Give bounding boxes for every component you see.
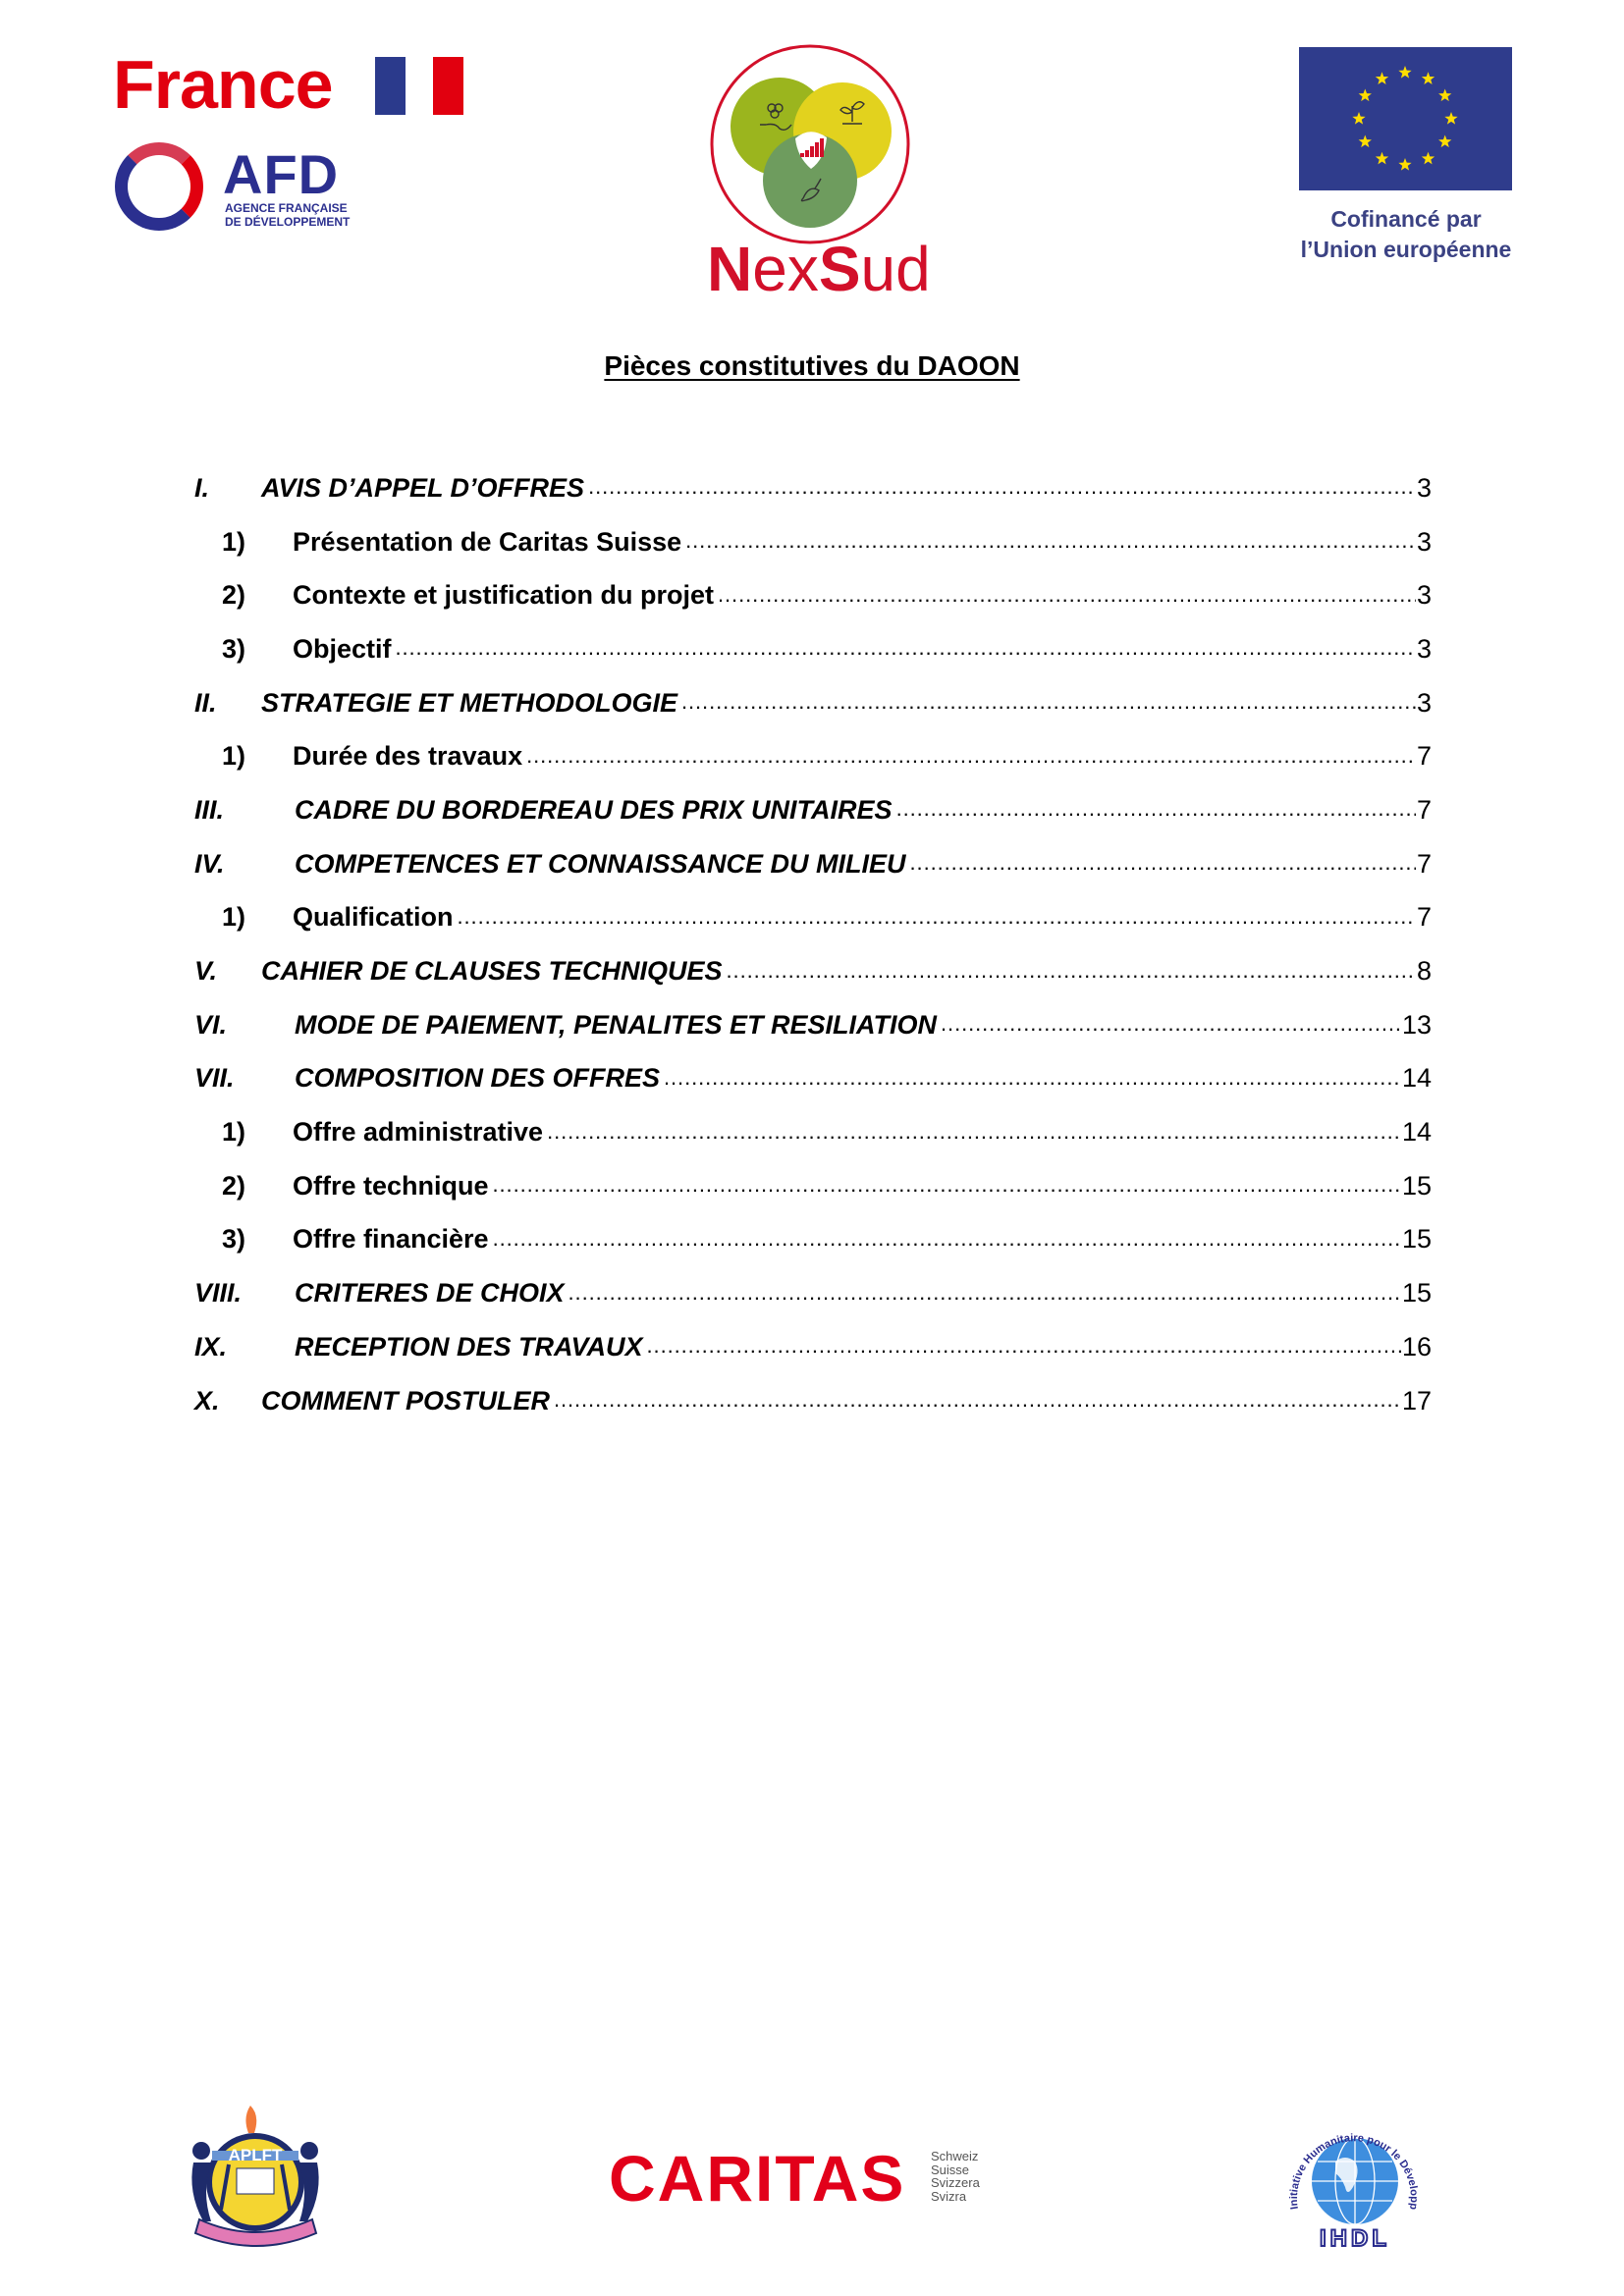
toc-entry[interactable] <box>194 998 1432 1052</box>
nexsud-ex: ex <box>752 234 819 304</box>
eu-star-icon <box>1398 158 1411 171</box>
toc-entry[interactable] <box>194 1105 1432 1159</box>
eu-cofinance-text <box>1267 204 1545 265</box>
nexsud-logo <box>693 43 939 303</box>
toc-entry-page-number[interactable]: 3 <box>1416 687 1432 718</box>
eu-star-icon <box>1444 112 1457 125</box>
eu-star-icon <box>1376 72 1388 84</box>
eu-star-icon <box>1352 112 1365 125</box>
afd-logo <box>113 140 368 246</box>
toc-dot-leader <box>526 742 1416 772</box>
toc-entry-page-number[interactable]: 7 <box>1416 741 1432 772</box>
toc-dot-leader <box>458 903 1416 933</box>
toc-dot-leader <box>493 1171 1402 1201</box>
toc-entry-label[interactable]: Présentation de Caritas Suisse <box>293 526 682 557</box>
nexsud-n: N <box>707 234 753 304</box>
toc-entry-number: VIII. <box>194 1278 243 1308</box>
toc-entry-label[interactable]: STRATEGIE ET METHODOLOGIE <box>261 687 678 718</box>
toc-dot-leader <box>685 527 1416 557</box>
toc-entry-label[interactable]: COMPETENCES ET CONNAISSANCE DU MILIEU <box>295 848 906 879</box>
toc-entry[interactable] <box>194 1320 1432 1374</box>
toc-entry[interactable] <box>194 1159 1432 1213</box>
toc-entry-label[interactable]: COMPOSITION DES OFFRES <box>295 1063 661 1094</box>
toc-entry-label[interactable]: CAHIER DE CLAUSES TECHNIQUES <box>261 956 723 987</box>
afd-acronym: AFD <box>223 143 340 205</box>
toc-entry-page-number[interactable]: 15 <box>1401 1278 1432 1308</box>
ihdl-logo <box>1276 2110 1434 2258</box>
toc-dot-leader <box>547 1118 1402 1148</box>
toc-dot-leader <box>568 1279 1402 1308</box>
toc-entry-number: II. <box>194 687 217 718</box>
document-title-text: Pièces constitutives du DAOON <box>604 350 1020 381</box>
toc-dot-leader <box>941 1010 1402 1040</box>
toc-entry-label[interactable]: Objectif <box>293 633 392 664</box>
toc-entry-label[interactable]: MODE DE PAIEMENT, PENALITES ET RESILIATION <box>295 1009 938 1040</box>
toc-dot-leader <box>493 1225 1402 1255</box>
caritas-lang-de: Schweiz <box>931 2149 979 2163</box>
toc-entry[interactable] <box>194 783 1432 837</box>
france-logo <box>113 46 476 123</box>
ihdl-acronym: IHDL <box>1320 2225 1390 2252</box>
eu-stars <box>1299 47 1512 190</box>
caritas-wordmark: CARITAS <box>609 2142 906 2215</box>
aplft-emblem-icon <box>180 2104 332 2261</box>
afd-subtitle-line2: DE DÉVELOPPEMENT <box>225 215 351 229</box>
toc-entry-number: 3) <box>222 1224 246 1255</box>
nexsud-wordmark <box>707 235 931 303</box>
toc-entry-label[interactable]: Durée des travaux <box>293 741 523 772</box>
toc-entry[interactable] <box>194 515 1432 569</box>
eu-star-icon <box>1398 66 1411 79</box>
toc-entry[interactable] <box>194 729 1432 783</box>
afd-subtitle <box>225 201 350 229</box>
toc-entry[interactable] <box>194 837 1432 891</box>
aplft-text: APLFT <box>228 2146 283 2164</box>
toc-entry[interactable] <box>194 461 1432 515</box>
eu-star-icon <box>1376 152 1388 165</box>
caritas-lang-rm: Svizra <box>931 2188 967 2204</box>
toc-dot-leader <box>588 473 1416 503</box>
eu-star-icon <box>1359 135 1372 148</box>
nexsud-s: S <box>818 234 861 304</box>
toc-entry-page-number[interactable]: 8 <box>1416 956 1432 987</box>
toc-entry-label[interactable]: CADRE DU BORDEREAU DES PRIX UNITAIRES <box>295 794 893 825</box>
nexsud-emblem-icon <box>709 43 911 245</box>
toc-entry-page-number[interactable]: 15 <box>1401 1170 1432 1201</box>
toc-entry-label[interactable]: CRITERES DE CHOIX <box>295 1278 565 1308</box>
toc-dot-leader <box>681 688 1416 718</box>
toc-entry[interactable] <box>194 1052 1432 1106</box>
eu-star-icon <box>1422 72 1435 84</box>
toc-dot-leader <box>718 581 1416 611</box>
eu-star-icon <box>1422 152 1435 165</box>
toc-entry[interactable] <box>194 676 1432 730</box>
toc-entry-page-number[interactable]: 3 <box>1416 472 1432 503</box>
toc-entry-number: V. <box>194 956 218 987</box>
table-of-contents <box>194 461 1432 1427</box>
toc-entry[interactable] <box>194 891 1432 945</box>
toc-entry-number: IX. <box>194 1331 228 1362</box>
afd-subtitle-line1: AGENCE FRANÇAISE <box>225 201 348 215</box>
toc-entry-page-number[interactable]: 7 <box>1416 902 1432 933</box>
eu-star-icon <box>1438 89 1451 102</box>
ihdl-arc-text: Initiative Humanitaire pour le Développ <box>1287 2132 1421 2211</box>
toc-entry-page-number[interactable]: 13 <box>1401 1009 1432 1040</box>
toc-entry-page-number[interactable]: 15 <box>1401 1224 1432 1255</box>
caritas-lang-fr: Suisse <box>931 2162 970 2177</box>
eu-text-line2: l’Union européenne <box>1300 237 1512 262</box>
toc-entry-label[interactable]: Offre administrative <box>293 1117 544 1148</box>
caritas-languages <box>931 2150 980 2203</box>
toc-entry-label[interactable]: COMMENT POSTULER <box>261 1385 550 1415</box>
caritas-logo <box>609 2142 1001 2215</box>
toc-dot-leader <box>896 795 1416 825</box>
france-wordmark: France <box>113 46 333 123</box>
toc-dot-leader <box>664 1064 1402 1094</box>
toc-entry-label[interactable]: AVIS D’APPEL D’OFFRES <box>261 472 585 503</box>
toc-entry[interactable] <box>194 1266 1432 1320</box>
toc-entry-page-number[interactable]: 3 <box>1416 580 1432 611</box>
toc-dot-leader <box>647 1332 1402 1362</box>
eu-star-icon <box>1438 135 1451 148</box>
toc-dot-leader <box>910 849 1416 879</box>
flag-blue-bar <box>375 57 406 115</box>
toc-entry-number: 1) <box>222 526 246 557</box>
toc-entry[interactable] <box>194 622 1432 676</box>
toc-entry-page-number[interactable]: 14 <box>1401 1117 1432 1148</box>
toc-entry-number: 3) <box>222 633 246 664</box>
toc-dot-leader <box>554 1386 1402 1415</box>
eu-star-icon <box>1359 89 1372 102</box>
toc-entry-number: X. <box>194 1385 220 1415</box>
toc-entry-label[interactable]: RECEPTION DES TRAVAUX <box>295 1331 643 1362</box>
toc-entry-number: 2) <box>222 580 246 611</box>
eu-text-line1: Cofinancé par <box>1330 206 1482 232</box>
toc-entry-label[interactable]: Qualification <box>293 902 454 933</box>
afd-ring-icon <box>115 142 203 231</box>
toc-dot-leader <box>396 634 1416 664</box>
toc-entry-number: 1) <box>222 902 246 933</box>
toc-entry-number: VI. <box>194 1009 228 1040</box>
toc-entry-label[interactable]: Offre financière <box>293 1224 489 1255</box>
toc-entry-number: VII. <box>194 1063 235 1094</box>
toc-entry-label[interactable]: Contexte et justification du projet <box>293 580 715 611</box>
toc-entry-number: I. <box>194 472 210 503</box>
toc-entry[interactable] <box>194 1213 1432 1267</box>
toc-dot-leader <box>727 957 1416 987</box>
ihdl-globe-icon <box>1276 2110 1434 2258</box>
toc-entry-page-number[interactable]: 3 <box>1416 633 1432 664</box>
toc-entry-page-number[interactable]: 7 <box>1416 794 1432 825</box>
toc-entry-number: IV. <box>194 848 225 879</box>
caritas-lang-it: Svizzera <box>931 2175 980 2190</box>
toc-entry-number: 1) <box>222 741 246 772</box>
eu-flag-icon <box>1299 47 1512 190</box>
toc-entry-page-number[interactable]: 16 <box>1401 1331 1432 1362</box>
toc-entry[interactable] <box>194 568 1432 622</box>
toc-entry[interactable] <box>194 1374 1432 1428</box>
nexsud-ud: ud <box>860 234 931 304</box>
aplft-logo <box>180 2104 332 2261</box>
document-title <box>0 348 1624 384</box>
flag-red-bar <box>433 57 463 115</box>
toc-entry-page-number[interactable]: 14 <box>1401 1063 1432 1094</box>
toc-entry-number: III. <box>194 794 225 825</box>
toc-entry-page-number[interactable]: 3 <box>1416 526 1432 557</box>
toc-entry-number: 2) <box>222 1170 246 1201</box>
toc-entry-number: 1) <box>222 1117 246 1148</box>
toc-entry[interactable] <box>194 944 1432 998</box>
toc-entry-label[interactable]: Offre technique <box>293 1170 489 1201</box>
toc-entry-page-number[interactable]: 17 <box>1401 1385 1432 1415</box>
toc-entry-page-number[interactable]: 7 <box>1416 848 1432 879</box>
